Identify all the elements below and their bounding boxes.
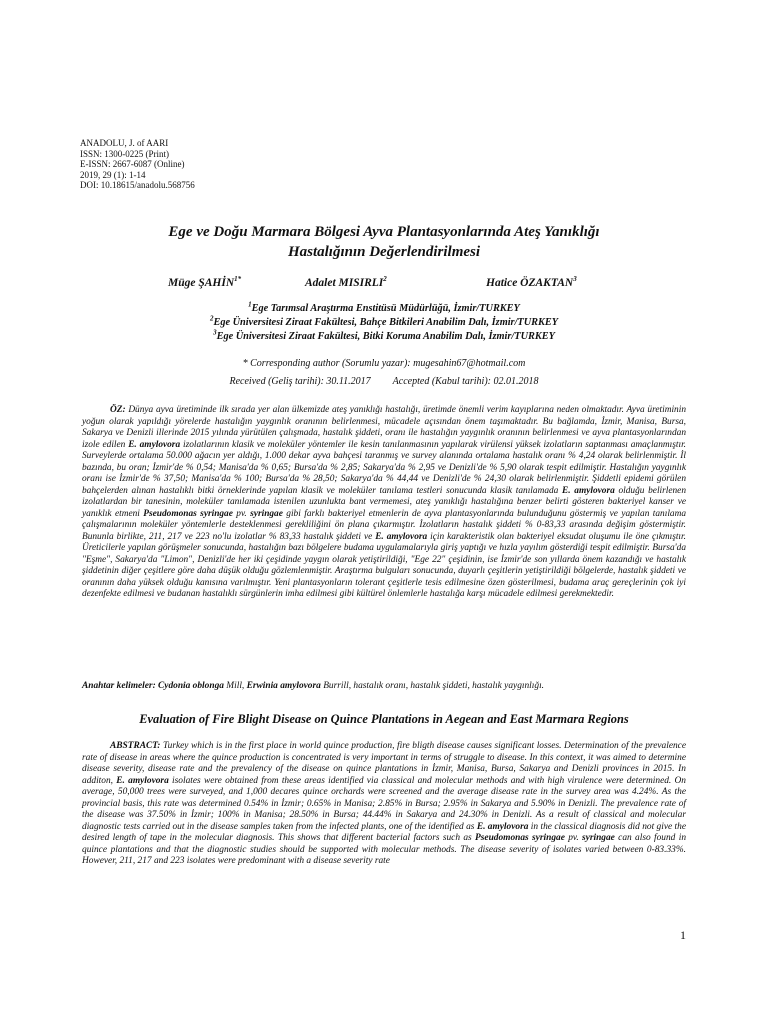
abstract-en-text: can also found in quince plantations and that the diagnostic studies should be supported with molecular methods. The disease severity of isolates varied between 0-83.33%. However, 211, 217 and 223 isolates were predominant with a disease severity rate bbox=[82, 833, 687, 866]
author-list bbox=[0, 277, 768, 293]
author-1 bbox=[168, 277, 241, 289]
keyword-1: Cydonia oblonga bbox=[158, 681, 224, 691]
author-2-name: Adalet MISIRLI bbox=[305, 277, 384, 289]
abstract-tr-text: izolatlarının klasik ve moleküler yöntemler ile kesin tanılanmasının yapılarak virülensi yüksek izolatların saptanması amaçlanmıştır. Surveylerde ortalama 50.000 ağacın yer aldığı, 1.000 dekar ayva bahçesi taranmış ve survey alanında ortalama hastalık oranı % 4,24 olarak belirlenmiştir. İl bazında, bu oran; İzmir'de % 0,54; Manisa'da % 0,65; Bursa'da % 2,85; Sakarya'da % 2,95 ve Denizli'de % 5,90 olarak tespit edilmiştir. Hastalığın yaygınlık oranı ise İzmir'de % 37,50; Manisa'da % 100; Bursa'da % 28,50; Sakarya'da % 44,44 ve Denizli'de % 24,30 olarak belirlenmiştir. Şiddetli epidemi görülen bahçelerden alınan hastalıklı bitki örneklerinde yapılan klasik ve moleküler tanılama testleri sonucunda klasik tanılamada bbox=[82, 439, 687, 496]
journal-issn-online: E-ISSN: 2667-6087 (Online) bbox=[80, 159, 185, 169]
affiliations bbox=[120, 302, 648, 344]
corresponding-author: * Corresponding author (Sorumlu yazar): mugesahin67@hotmail.com bbox=[242, 358, 526, 369]
abstract-en-text: in the classical diagnosis did not give the desired length of tape in the molecular diagnosis. This shows that different bacterial factors such as bbox=[82, 821, 687, 843]
affiliation-3-text: Ege Üniversitesi Ziraat Fakültesi, Bitki Koruma Anabilim Dalı, İzmir/TURKEY bbox=[216, 331, 555, 342]
keyword-text: Mill, bbox=[223, 681, 247, 691]
species-name: syringae bbox=[582, 833, 615, 843]
affiliation-3-sup: 3 bbox=[213, 328, 217, 337]
keyword-text: Burrill, hastalık oranı, hastalık şiddeti, hastalık yaygınlığı. bbox=[320, 681, 545, 691]
abstract-tr-text: için karakteristik olan bakteriyel eksudat oluşumu ile öne çıkmıştır. Üreticilerle yapılan görüşmeler sonucunda, hastalığın bazı bölgelere budama uygulamalarıyla giriş yaptığı ve hızla yayılım gösterdiği tespit edilmiştir. Bursa'da "Eşme", Sakarya'da "Limon", Denizli'de her iki çeşidinde yaygın olarak yetiştirildiği, "Ege 22" çeşidinin, ise İzmir'de son yıllarda önem kazandığı ve hastalık şiddetinin diğer çeşitlere göre daha düşük olduğu gözlemlenmiştir. Araştırma bulguları sonucunda, duyarlı çeşitlerin yetiştirildiği bölgelerde, hastalık şiddeti ve oranının daha yüksek olduğu kanısına varılmıştır. Yeni plantasyonların tolerant çeşitlerle tesis edilmesine özen gösterilmesi, budama araç gereçlerinin çok iyi dezenfekte edilmesi ve budanan hastalıklı sürgünlerin imha edilmesi gibi kültürel önlemlerle hastalığa karşı mücadele edilmesi gerekmektedir. bbox=[82, 531, 686, 599]
submission-dates bbox=[0, 376, 768, 387]
accepted-date: Accepted (Kabul tarihi): 02.01.2018 bbox=[392, 376, 539, 387]
paper-title-line-1: Ege ve Doğu Marmara Bölgesi Ayva Plantasyonlarında Ateş Yanıklığı bbox=[168, 224, 600, 240]
abstract-en-text: Turkey which is in the first place in world quince production, fire bligth disease causes significant losses. Determination of the prevalence rate of disease in areas where the quince production is concentrated is very important in terms of struggle to disease. In this context, it was aimed to determine disease severity, disease rate and the prevalency of the disease on quince plantations in İzmir, Manisa, Bursa, Sakarya and Denizli provinces in 2015. In additon, bbox=[82, 741, 686, 786]
author-1-sup: 1* bbox=[234, 275, 242, 284]
page-number: 1 bbox=[680, 928, 686, 942]
species-name: E. amylovora bbox=[116, 775, 169, 786]
english-title: Evaluation of Fire Blight Disease on Quince Plantations in Aegean and East Marmara Regions bbox=[139, 712, 629, 726]
affiliation-2-sup: 2 bbox=[209, 314, 214, 323]
abstract-en-label: ABSTRACT: bbox=[110, 741, 161, 751]
abstract-en-text: pv. bbox=[564, 833, 583, 843]
abstract-tr-text: Dünya ayva üretiminde ilk sırada yer alan ülkemizde ateş yanıklığı hastalığı, üretimde önemli verim kayıplarına neden olmaktadır. Ayva üretiminin yoğun olarak yapıldığı yörelerde hastalığın yaygınlık oranının belirlenmesi, mücadele açısından önem taşımaktadır. Bu bağlamda, İzmir, Manisa, Bursa, Sakarya ve Denizli illerinde 2015 yılında yürütülen çalışmada, hastalık şiddeti, oranı ile hastalığın yaygınlık oranının belirlenmesi ve ayva plantasyonlarından izole edilen bbox=[82, 405, 686, 450]
abstract-tr-label: ÖZ: bbox=[110, 405, 126, 415]
species-name: E. amylovora bbox=[562, 485, 615, 496]
keywords bbox=[82, 681, 686, 691]
abstract-tr-text: olduğu belirlenen izolatlardan bir tanesinin, moleküler tanılamada istenilen uzunlukta bant vermemesi, ateş yanıklığı hastalığına benzer belirti gösteren bakteriyel kanser ve yanıklık etmeni bbox=[82, 485, 687, 519]
author-2-sup: 2 bbox=[383, 275, 387, 284]
paper-title bbox=[96, 222, 672, 262]
abstract-turkish bbox=[82, 405, 686, 601]
keywords-label: Anahtar kelimeler: bbox=[82, 681, 156, 691]
author-1-name: Müge ŞAHİN bbox=[168, 277, 235, 289]
author-3 bbox=[486, 277, 577, 289]
keyword-2: Erwinia amylovora bbox=[246, 681, 321, 691]
author-3-name: Hatice ÖZAKTAN bbox=[486, 277, 574, 289]
species-name: E. amylovora bbox=[375, 531, 428, 542]
journal-name: ANADOLU, J. of AARI bbox=[80, 138, 169, 148]
affiliation-1-text: Ege Tarımsal Araştırma Enstitüsü Müdürlüğü, İzmir/TURKEY bbox=[251, 303, 520, 314]
author-3-sup: 3 bbox=[573, 275, 577, 284]
abstract-en-text: isolates were obtained from these areas identified via classical and molecular methods and with high virulence were determined. On average, 50,000 trees were surveyed, and 1,000 decares quince orchards were screened and the average disease rate in the survey area was 4.24%. As the provincial basis, this rate was determined 0.54% in İzmir; 0.65% in Manisa; 2.85% in Bursa; 2.95% in Sakarya and 5.90% in Denizli. The prevalence rate of the disease was 37.50% in İzmir; 100% in Manisa; 28.50% in Bursa; 44.44% in Sakarya and 24.30% in Denizli. As a result of classical and molecular diagnostic tests carried out in the disease samples taken from the infected plants, one of the identified as bbox=[82, 775, 686, 832]
author-2 bbox=[305, 277, 387, 289]
paper-title-line-2: Hastalığının Değerlendirilmesi bbox=[287, 244, 481, 260]
affiliation-2 bbox=[120, 316, 648, 330]
journal-volume: 2019, 29 (1): 1-14 bbox=[80, 169, 146, 180]
affiliation-1 bbox=[120, 302, 648, 316]
affiliation-2-text: Ege Üniversitesi Ziraat Fakültesi, Bahçe Bitkileri Anabilim Dalı, İzmir/TURKEY bbox=[213, 317, 559, 328]
species-name: E. amylovora bbox=[128, 439, 181, 450]
abstract-tr-text: gibi farklı bakteriyel etmenlerin de ayva plantasyonlarında bulunduğunu göstermiş ve yapılan tanılama çalışmalarının moleküler yöntemlerle desteklenmesi gerekliliğini ön plana çıkarmıştır. İzolatların hastalık şiddeti % 0-83,33 arasında değişim göstermiştir. Bununla birlikte, 211, 217 ve 223 no'lu izolatlar % 83,33 hastalık şiddeti ve bbox=[82, 508, 687, 542]
journal-info bbox=[80, 138, 195, 191]
journal-doi: DOI: 10.18615/anadolu.568756 bbox=[80, 180, 195, 190]
species-name: Pseudomonas syringae bbox=[143, 508, 233, 519]
affiliation-1-sup: 1 bbox=[248, 300, 252, 309]
journal-issn-print: ISSN: 1300-0225 (Print) bbox=[80, 148, 170, 159]
species-name: E. amylovora bbox=[476, 821, 529, 832]
abstract-english bbox=[82, 741, 686, 868]
species-name: Pseudomonas syringae bbox=[475, 833, 565, 843]
abstract-tr-text: pv. bbox=[232, 508, 251, 519]
received-date: Received (Geliş tarihi): 30.11.2017 bbox=[229, 376, 371, 387]
species-name: syringae bbox=[250, 508, 283, 519]
affiliation-3 bbox=[120, 330, 648, 344]
